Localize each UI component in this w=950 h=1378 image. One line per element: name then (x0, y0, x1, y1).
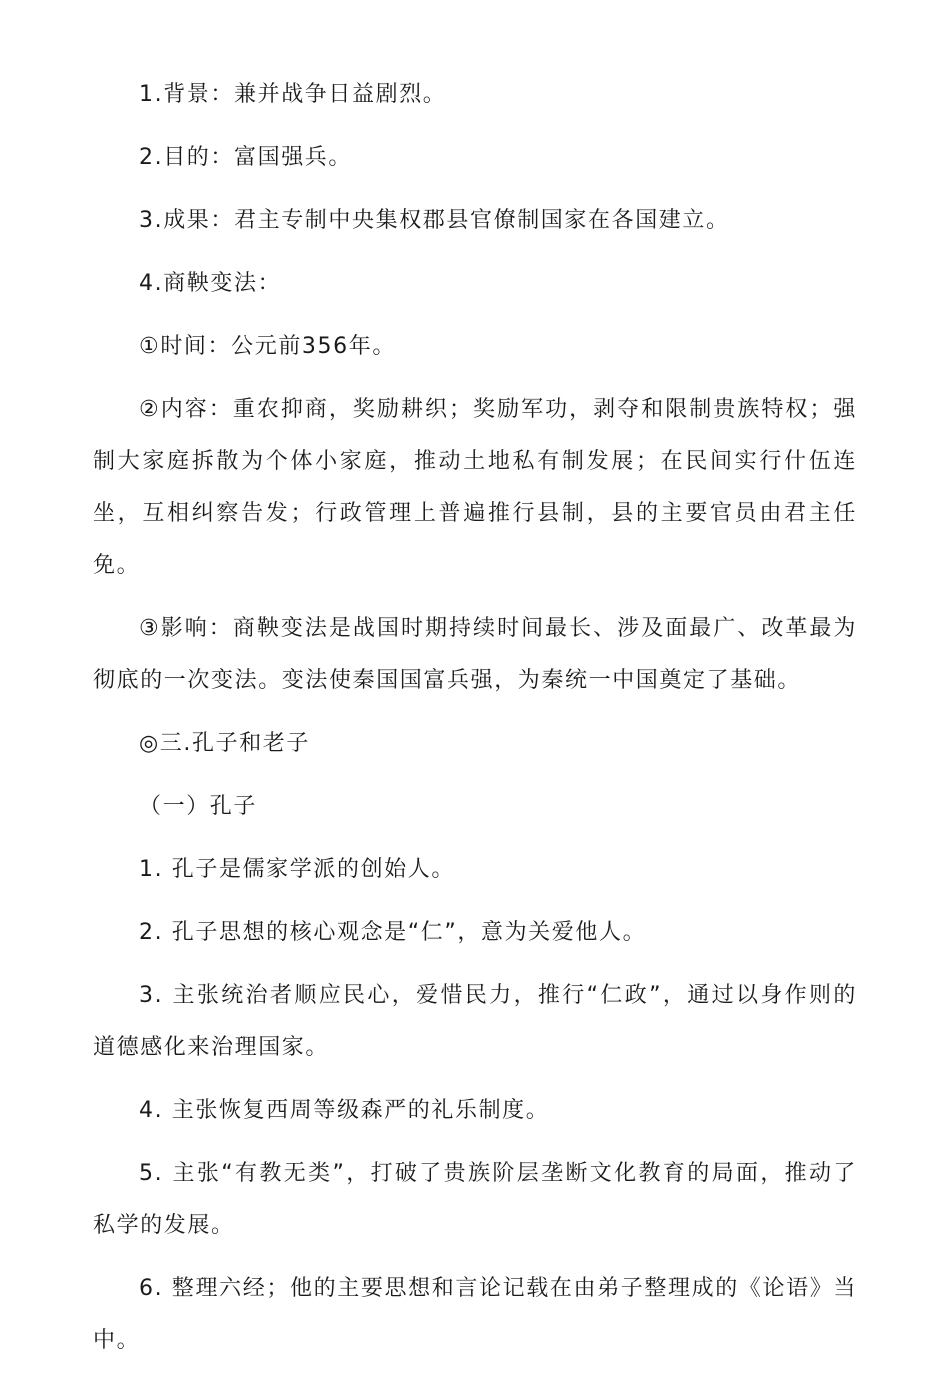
confucius-point-5: 5. 主张“有教无类”，打破了贵族阶层垄断文化教育的局面，推动了私学的发展。 (93, 1161, 857, 1238)
confucius-point-3: 3. 主张统治者顺应民心，爱惜民力，推行“仁政”，通过以身作则的道德感化来治理国家。 (93, 983, 857, 1060)
purpose-item: 2.目的：富国强兵。 (139, 145, 352, 170)
confucius-point-4: 4. 主张恢复西周等级森严的礼乐制度。 (139, 1098, 550, 1123)
section-heading: ◎三.孔子和老子 (139, 731, 310, 756)
confucius-point-6: 6. 整理六经；他的主要思想和言论记载在由弟子整理成的《论语》当中。 (93, 1276, 857, 1353)
reform-content-item: ②内容：重农抑商，奖励耕织；奖励军功，剥夺和限制贵族特权；强制大家庭拆散为个体小家庭，推动土地私有制发展；在民间实行什伍连坐，互相纠察告发；行政管理上普遍推行县制，县的主要官员由君主任免。 (93, 397, 857, 578)
document-page (93, 69, 857, 1378)
reform-time-item: ①时间：公元前356年。 (139, 334, 396, 359)
confucius-point-2: 2. 孔子思想的核心观念是“仁”，意为关爱他人。 (139, 920, 647, 945)
background-item: 1.背景：兼并战争日益剧烈。 (139, 82, 447, 107)
shang-yang-reform-heading: 4.商鞅变法： (139, 271, 282, 296)
confucius-point-1: 1. 孔子是儒家学派的创始人。 (139, 857, 455, 882)
subsection-heading: （一）孔子 (139, 794, 258, 819)
result-item: 3.成果：君主专制中央集权郡县官僚制国家在各国建立。 (139, 208, 730, 233)
reform-impact-item: ③影响：商鞅变法是战国时期持续时间最长、涉及面最广、改革最为彻底的一次变法。变法使秦国国富兵强，为秦统一中国奠定了基础。 (93, 616, 857, 693)
